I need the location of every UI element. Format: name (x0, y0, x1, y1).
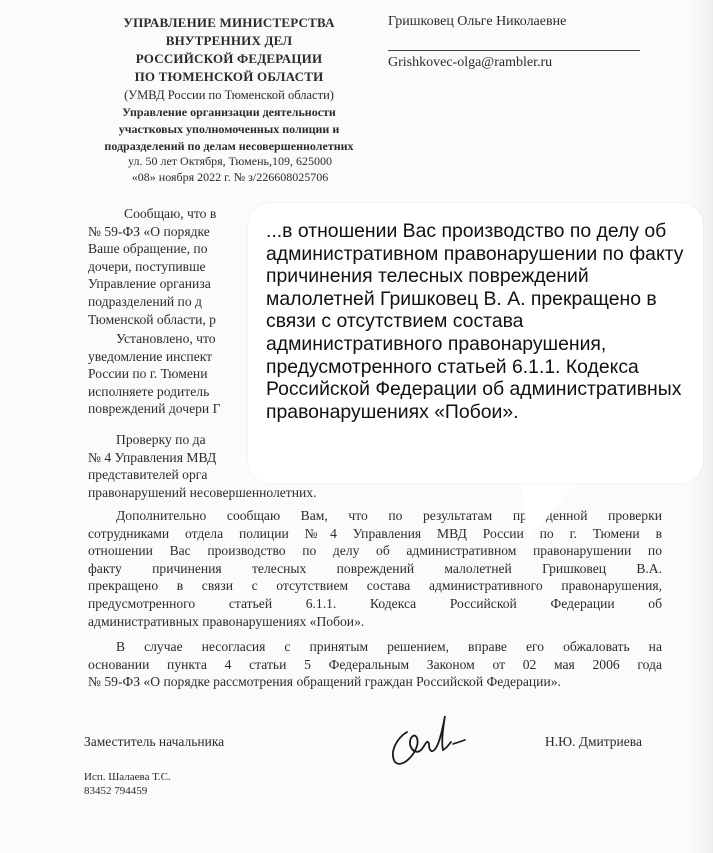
paragraph-5-line: основании пункта 4 статьи 5 Федеральным Законом от 02 мая 2006 года (88, 656, 662, 672)
recipient-name: Гришковец Ольге Николаевне (388, 14, 567, 29)
executor-phone: 83452 794459 (84, 785, 148, 797)
paragraph-2-line: уведомление инспект (88, 348, 213, 364)
paragraph-1-line: Ваше обращение, по (88, 241, 208, 257)
paragraph-3-line: № 4 Управления МВД (88, 449, 217, 465)
paragraph-1-line: Сообщаю, что в (124, 206, 217, 221)
paragraph-4-line: отношении Вас производство по делу об административном правонарушении по (88, 543, 662, 559)
signatory-position: Заместитель начальника (84, 734, 225, 749)
paragraph-2-line: исполняете родитель (88, 383, 210, 399)
date-and-reference: «08» ноября 2022 г. № з/226608025706 (131, 170, 329, 184)
letterhead-line-8: подразделений по делам несовершеннолетних (104, 139, 354, 153)
letterhead-line-5: (УМВД России по Тюменской области) (124, 88, 334, 102)
letterhead-line-4: ПО ТЮМЕНСКОЙ ОБЛАСТИ (134, 69, 324, 84)
paragraph-4-line: Дополнительно сообщаю Вам, что по результатам проведенной проверки (116, 508, 662, 523)
paragraph-1-line: Управление организа (88, 276, 211, 292)
paragraph-3-line: Проверку по да (116, 432, 206, 447)
paragraph-4-line: предусмотренного статьей 6.1.1. Кодекса Российской Федерации об (88, 595, 662, 611)
letterhead-line-7: участковых уполномоченных полиции и (118, 122, 340, 136)
paragraph-3-line: правонарушений несовершеннолетних. (88, 484, 317, 500)
paragraph-2-line: России по г. Тюмени (88, 366, 208, 382)
recipient-email: Grishkovec-olga@rambler.ru (388, 55, 553, 70)
executor-name: Исп. Шалаева Т.С. (84, 771, 171, 783)
paragraph-4-line: прекращено в связи с отсутствием состава административного правонарушения, (88, 578, 662, 594)
letterhead-line-1: УПРАВЛЕНИЕ МИНИСТЕРСТВА (123, 15, 335, 30)
paragraph-1-line: Тюменской области, р (88, 311, 216, 327)
signatory-name: Н.Ю. Дмитриева (545, 734, 642, 749)
letterhead-line-3: РОССИЙСКОЙ ФЕДЕРАЦИИ (135, 51, 323, 66)
speech-bubble-text: ...в отношении Вас производство по делу об административном правонарушении по факту причинения телесных повреждений малолетней Гришковец В. А. прекращено в связи с отсутствием состава административного правонарушения, предусмотренного статьей 6.1.1. Кодекса Российской Федерации об административных правонарушениях «Побои». (266, 220, 684, 423)
paragraph-4-line: сотрудниками отдела полиции №4 Управления МВД России по г. Тюмени в (88, 525, 662, 541)
paragraph-1-line: подразделений по д (88, 293, 202, 309)
paragraph-2-line: Установлено, что (116, 331, 216, 346)
letterhead-line-6: Управление организации деятельности (122, 105, 336, 119)
paragraph-4-line: факту причинения телесных повреждений малолетней Гришковец В.А. (88, 560, 662, 576)
letterhead-line-2: ВНУТРЕННИХ ДЕЛ (165, 33, 293, 48)
paragraph-1-line: № 59-ФЗ «О порядке (88, 223, 210, 239)
paragraph-5-line: В случае несогласия с принятым решением, вправе его обжаловать на (116, 639, 662, 654)
paragraph-4-line: административных правонарушениях «Побои». (88, 613, 365, 629)
paragraph-3-line: представителей орга (88, 467, 208, 483)
paragraph-1-line: дочери, поступивше (88, 258, 206, 274)
paragraph-5-line: № 59-ФЗ «О порядке рассмотрения обращений граждан Российской Федерации». (88, 674, 561, 690)
paragraph-2-line: повреждений дочери Г (88, 401, 221, 417)
sender-address: ул. 50 лет Октября, Тюмень,109, 625000 (128, 154, 332, 168)
